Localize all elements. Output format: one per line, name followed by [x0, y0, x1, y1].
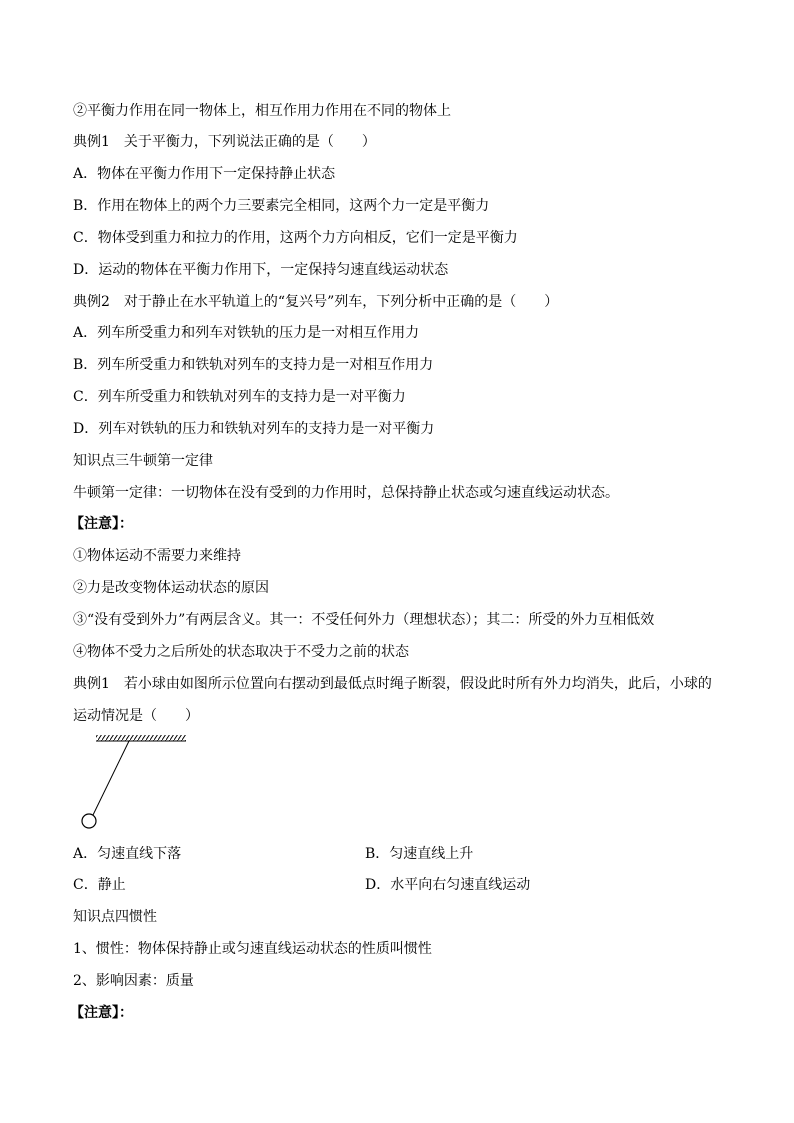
option-a: A．物体在平衡力作用下一定保持静止状态 [73, 166, 336, 182]
option-c: C．列车所受重力和铁轨对列车的支持力是一对平衡力 [73, 389, 406, 405]
definition-line: 1、惯性：物体保持静止或匀速直线运动状态的性质叫惯性 [73, 941, 432, 957]
pendulum-figure [78, 728, 198, 838]
note-heading: 【注意】： [70, 1005, 133, 1021]
example-title: 典例2 对于静止在水平轨道上的“复兴号”列车，下列分析中正确的是（ ） [73, 294, 559, 310]
option-d: D．列车对铁轨的压力和铁轨对列车的支持力是一对平衡力 [73, 421, 435, 437]
option-c: C．静止 [73, 877, 126, 893]
option-b: B．作用在物体上的两个力三要素完全相同，这两个力一定是平衡力 [73, 198, 490, 214]
example-title: 典例1 关于平衡力，下列说法正确的是（ ） [73, 134, 376, 150]
section-heading: 知识点三牛顿第一定律 [73, 453, 213, 469]
note-item: ①物体运动不需要力来维持 [73, 548, 241, 564]
section-heading: 知识点四惯性 [73, 909, 157, 925]
note-heading: 【注意】： [70, 516, 133, 532]
option-b: B．列车所受重力和铁轨对列车的支持力是一对相互作用力 [73, 357, 434, 373]
note-item: ②力是改变物体运动状态的原因 [73, 580, 269, 596]
definition-line: 牛顿第一定律：一切物体在没有受到的力作用时，总保持静止状态或匀速直线运动状态。 [73, 485, 619, 501]
ball-circle [82, 814, 96, 828]
option-a: A．列车所受重力和列车对铁轨的压力是一对相互作用力 [73, 325, 420, 341]
note-item: ③“没有受到外力”有两层含义。其一：不受任何外力（理想状态）；其二：所受的外力互相低效 [73, 612, 655, 628]
string-line [93, 741, 129, 815]
note-item: ④物体不受力之后所处的状态取决于不受力之前的状态 [73, 644, 409, 660]
option-d: D．运动的物体在平衡力作用下，一定保持匀速直线运动状态 [73, 262, 449, 278]
example-title: 典例1 若小球由如图所示位置向右摆动到最低点时绳子断裂，假设此时所有外力均消失，此后，小球的 [73, 676, 712, 692]
example-question-continued: 运动情况是（ ） [73, 708, 199, 724]
option-b: B．匀速直线上升 [365, 846, 474, 862]
ceiling-hatch [96, 735, 186, 741]
paragraph-line: ②平衡力作用在同一物体上，相互作用力作用在不同的物体上 [73, 103, 451, 119]
definition-line: 2、影响因素：质量 [73, 973, 194, 989]
option-a: A．匀速直线下落 [73, 846, 182, 862]
option-c: C．物体受到重力和拉力的作用，这两个力方向相反，它们一定是平衡力 [73, 230, 518, 246]
option-d: D．水平向右匀速直线运动 [365, 877, 531, 893]
